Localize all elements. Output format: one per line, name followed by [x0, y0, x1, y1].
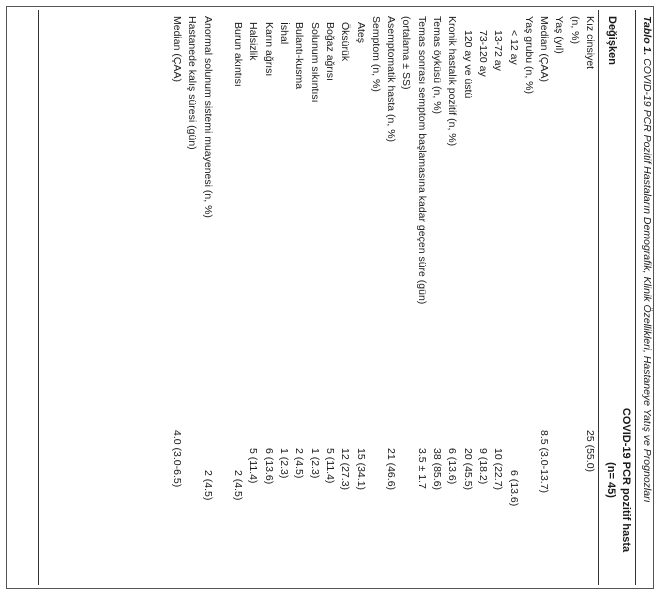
- row-value: 25 (55.0): [584, 430, 596, 473]
- row-label: 73-120 ay: [476, 30, 489, 77]
- row-value: 38 (85.6): [431, 448, 444, 491]
- table-row: [260, 0, 275, 595]
- table-caption: [640, 16, 654, 586]
- row-label: Anormal solunum sistemi muayenesi (n, %): [201, 16, 214, 218]
- table-row: [352, 0, 367, 595]
- row-label: Karın ağrısı: [262, 22, 275, 77]
- caption-text: COVID-19 PCR Pozitif Hastaların Demografik, Klinik Özellikleri, Hastaneye Yatış ve Prognozları: [641, 58, 653, 503]
- row-value: 2 (4.5): [293, 448, 306, 479]
- row-value: 3.5 ± 1.7: [415, 448, 428, 489]
- table-row: [337, 0, 352, 595]
- row-label: Hastanede kalış süresi (gün): [186, 16, 199, 150]
- table-row: [551, 0, 566, 595]
- table-row: [291, 0, 306, 595]
- row-value: 5 (11.4): [323, 448, 336, 484]
- table-row: [444, 0, 459, 595]
- table-row: [169, 0, 184, 595]
- header-group-n: (n= 45): [605, 462, 617, 498]
- row-label: Yaş grubu (n, %): [522, 16, 535, 95]
- row-label: Median (ÇAA): [170, 16, 183, 82]
- row-label: Halsizlik: [247, 22, 260, 61]
- table-row: [306, 0, 321, 595]
- row-value: 1 (2.3): [278, 448, 291, 479]
- row-label: Bulantı-kusma: [293, 22, 306, 90]
- row-label: 120 ay ve üstü: [461, 30, 474, 99]
- row-label: Kız cinsiyet: [584, 16, 596, 70]
- table-row: [505, 0, 520, 595]
- row-label: Median (ÇAA): [538, 16, 551, 82]
- table-row: [413, 0, 428, 595]
- row-value: 21 (46.6): [385, 448, 398, 491]
- row-value: 2 (4.5): [201, 470, 214, 501]
- row-label: < 12 ay: [507, 30, 520, 65]
- table-row-spacer: [215, 0, 230, 595]
- row-value: 2 (4.5): [232, 470, 245, 501]
- table-row: [322, 0, 337, 595]
- table-row: [566, 0, 581, 595]
- row-label: Temas sonrası semptom başlamasına kadar geçen süre (gün): [415, 16, 428, 305]
- caption-prefix: Tablo 1.: [641, 16, 653, 56]
- header-rule: [598, 10, 599, 585]
- header-group: [603, 380, 633, 580]
- table-row: [245, 0, 260, 595]
- row-label: Solunum sıkıntısı: [308, 22, 321, 103]
- row-label: İshal: [278, 22, 291, 45]
- row-value: 10 (22.7): [492, 448, 505, 491]
- row-value: 8.5 (3.0-13.7): [538, 430, 551, 494]
- table-row: [490, 0, 505, 595]
- row-label: 13-72 ay: [492, 30, 505, 71]
- row-label: Boğaz ağrısı: [323, 22, 336, 81]
- row-value: 5 (11.4): [247, 448, 260, 484]
- header-variable: Değişken: [606, 16, 618, 65]
- row-label: (ortalama ± SS): [400, 16, 413, 90]
- table-row: [199, 0, 214, 595]
- row-label: Burun akıntısı: [232, 22, 245, 87]
- bottom-rule: [38, 10, 39, 585]
- row-value: 20 (45.5): [461, 448, 474, 491]
- row-label: Ateş: [354, 22, 367, 44]
- header-group-title: COVID-19 PCR pozitif hasta: [620, 407, 632, 553]
- top-rule: [635, 10, 636, 585]
- row-label: Öksürük: [339, 22, 352, 62]
- table-row: [521, 0, 536, 595]
- row-label: Asemptomatik hasta (n, %): [385, 16, 398, 143]
- row-label: Kronik hastalık pozitif (n, %): [446, 16, 459, 147]
- table-row: [398, 0, 413, 595]
- table-body: [169, 0, 597, 595]
- table-row: [459, 0, 474, 595]
- table-row: [429, 0, 444, 595]
- row-value: 12 (27.3): [339, 448, 352, 491]
- row-label: Semptom (n, %): [369, 16, 382, 92]
- table-row: [536, 0, 551, 595]
- row-label: (n, %): [568, 16, 581, 45]
- row-label: Yaş (yıl): [553, 16, 566, 54]
- table-row: [276, 0, 291, 595]
- row-value: 6 (13.6): [507, 470, 520, 507]
- row-value: 6 (13.6): [262, 448, 275, 485]
- table-row: [184, 0, 199, 595]
- row-value: 9 (18.2): [476, 448, 489, 485]
- row-value: 15 (34.1): [354, 448, 367, 491]
- row-value: 1 (2.3): [308, 448, 321, 479]
- row-value: 4.0 (3.0-6.5): [170, 430, 183, 488]
- row-value: 6 (13.6): [446, 448, 459, 485]
- row-label: Temas öyküsü (n, %): [431, 16, 444, 115]
- table-row: [230, 0, 245, 595]
- table-row: [368, 0, 383, 595]
- table-row: [383, 0, 398, 595]
- table-row: [582, 0, 597, 595]
- table-row: [475, 0, 490, 595]
